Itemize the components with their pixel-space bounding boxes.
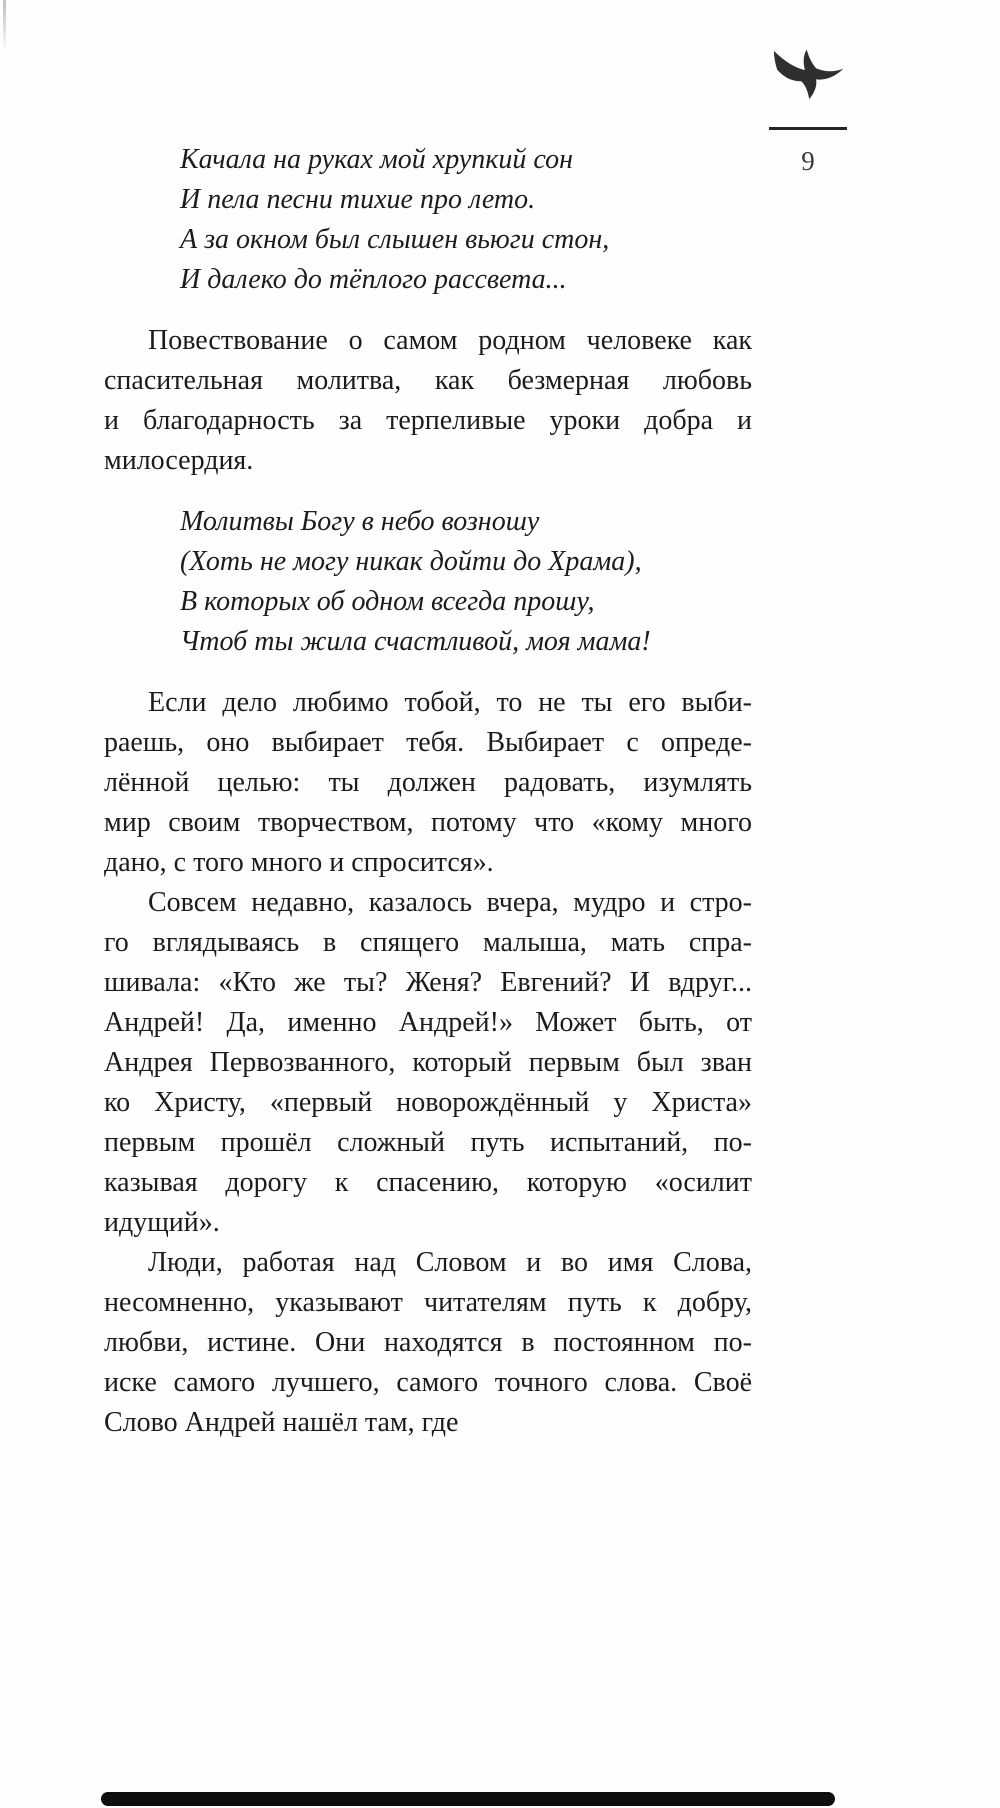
paragraph-block xyxy=(104,1243,752,1443)
text-line: И далеко до тёплого рассвета... xyxy=(180,264,567,295)
text-line: В которых об одном всегда прошу, xyxy=(180,586,595,617)
page-number: 9 xyxy=(801,146,815,176)
text-line: (Хоть не могу никак дойти до Храма), xyxy=(180,546,642,577)
text-line: Чтоб ты жила счастливой, моя мама! xyxy=(180,626,651,657)
text-line: Повествование о самом родном человеке как xyxy=(148,325,752,356)
text-line: го вглядываясь в спящего малыша, мать спра- xyxy=(104,927,752,958)
swallow-bird-icon xyxy=(769,44,847,106)
text-line: Если дело любимо тобой, то не ты его выби- xyxy=(148,687,752,718)
header-rule xyxy=(769,127,847,130)
text-line: милосердия. xyxy=(104,445,254,476)
text-line: Молитвы Богу в небо возношу xyxy=(180,506,540,537)
scan-bottom-gap xyxy=(101,1792,835,1806)
text-line: первым прошёл сложный путь испытаний, по- xyxy=(104,1127,752,1158)
text-line: и благодарность за терпеливые уроки добра и xyxy=(104,405,752,436)
text-line: идущий». xyxy=(104,1207,220,1238)
text-line: любви, истине. Они находятся в постоянном по- xyxy=(104,1327,752,1358)
text-line: ко Христу, «первый новорождённый у Христа» xyxy=(104,1087,752,1118)
text-line: дано, с того много и спросится». xyxy=(104,847,494,878)
text-line: Люди, работая над Словом и во имя Слова, xyxy=(148,1247,752,1278)
paragraph-block xyxy=(104,883,752,1243)
scan-edge-artifact xyxy=(3,0,6,52)
text-line: раешь, оно выбирает тебя. Выбирает с опреде- xyxy=(104,727,752,758)
text-column xyxy=(104,140,752,1443)
text-line: спасительная молитва, как безмерная любовь xyxy=(104,365,752,396)
text-line: И пела песни тихие про лето. xyxy=(180,184,536,215)
text-line: казывая дорогу к спасению, которую «осилит xyxy=(104,1167,752,1198)
text-line: мир своим творчеством, потому что «кому много xyxy=(104,807,752,838)
text-line: А за окном был слышен вьюги стон, xyxy=(180,224,610,255)
text-line: Качала на руках мой хрупкий сон xyxy=(180,144,573,175)
text-line: шивала: «Кто же ты? Женя? Евгений? И вдруг... xyxy=(104,967,752,998)
paragraph-block xyxy=(104,683,752,883)
poem-block xyxy=(180,502,752,662)
text-line: иске самого лучшего, самого точного слова. Своё xyxy=(104,1367,752,1398)
text-line: Совсем недавно, казалось вчера, мудро и стро- xyxy=(148,887,752,918)
text-line: несомненно, указывают читателям путь к добру, xyxy=(104,1287,752,1318)
text-line: Андрей! Да, именно Андрей!» Может быть, от xyxy=(104,1007,752,1038)
paragraph-block xyxy=(104,321,752,481)
text-line: лённой целью: ты должен радовать, изумлять xyxy=(104,767,752,798)
text-line: Андрея Первозванного, который первым был зван xyxy=(104,1047,752,1078)
poem-block xyxy=(180,140,752,300)
text-line: Слово Андрей нашёл там, где xyxy=(104,1407,459,1438)
page-header-ornament xyxy=(762,44,854,176)
